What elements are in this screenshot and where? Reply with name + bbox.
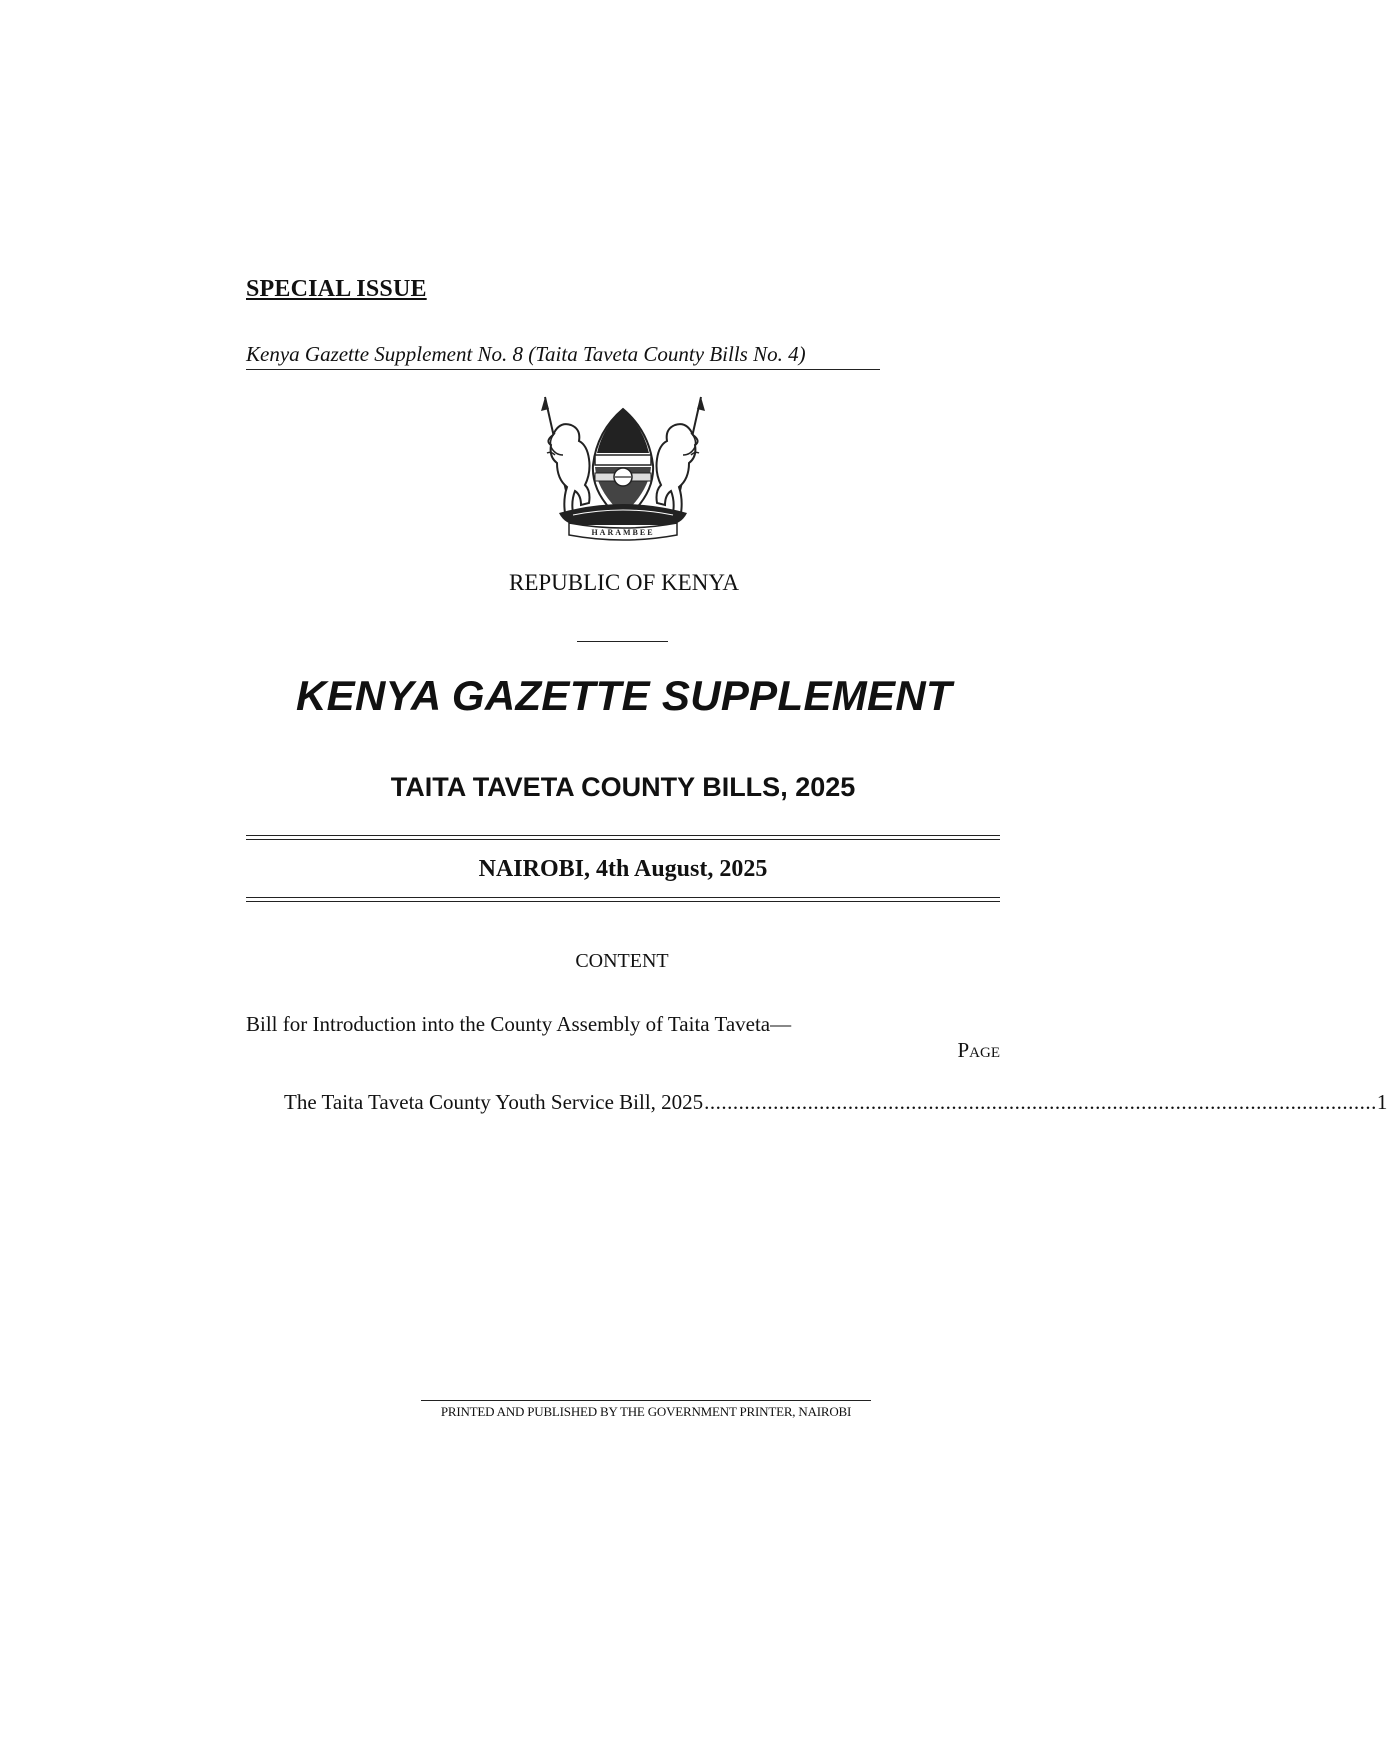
page-column-label: Page (957, 1038, 1000, 1062)
contents-intro: Bill for Introduction into the County Assembly of Taita Taveta— (246, 1012, 792, 1036)
gazette-title: KENYA GAZETTE SUPPLEMENT (296, 672, 952, 719)
toc-entry (284, 1090, 1387, 1115)
supplement-reference: Kenya Gazette Supplement No. 8 (Taita Taveta County Bills No. 4) (246, 342, 880, 370)
toc-leader-dots: ..................................................................................................................... (704, 1090, 1377, 1114)
short-divider (577, 641, 668, 642)
motto-text: HARAMBEE (591, 528, 655, 537)
contents-heading: CONTENT (575, 950, 669, 972)
dateline: NAIROBI, 4th August, 2025 (478, 856, 768, 882)
double-divider-top (246, 835, 1000, 840)
double-divider-bottom (246, 897, 1000, 902)
republic-heading: REPUBLIC OF KENYA (508, 570, 740, 595)
toc-entry-page: 1 (1376, 1090, 1387, 1114)
printer-imprint: PRINTED AND PUBLISHED BY THE GOVERNMENT PRINTER, NAIROBI (440, 1404, 852, 1419)
footer-divider (421, 1400, 871, 1401)
kenya-coat-of-arms-icon (533, 395, 713, 545)
special-issue-label: SPECIAL ISSUE (246, 276, 427, 302)
toc-entry-title: The Taita Taveta County Youth Service Bill, 2025 (284, 1090, 704, 1114)
bills-subtitle: TAITA TAVETA COUNTY BILLS, 2025 (390, 772, 856, 802)
